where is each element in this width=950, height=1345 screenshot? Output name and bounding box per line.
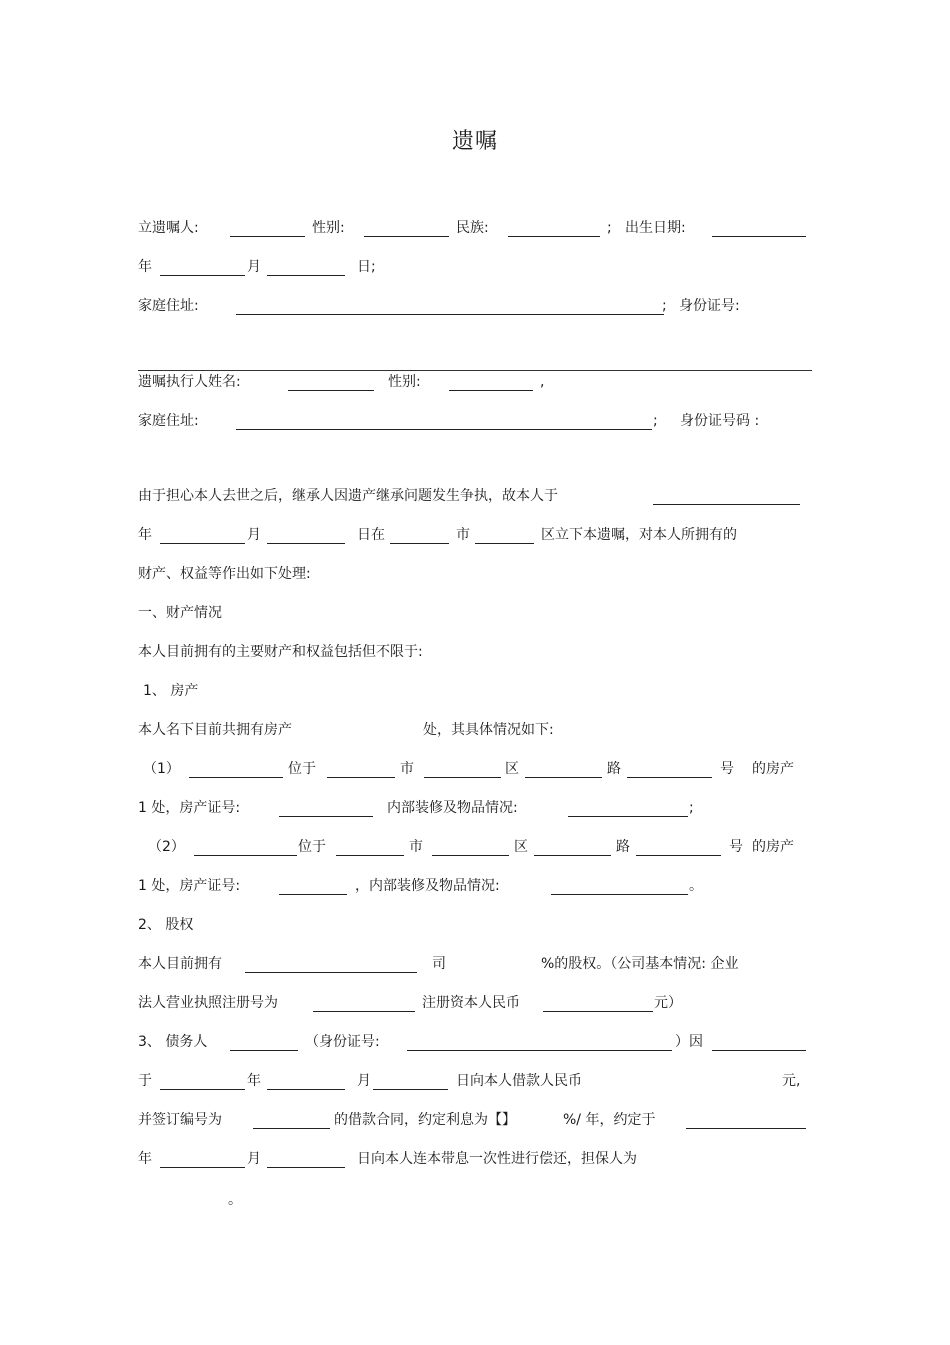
houses-prefix: 本人名下目前共拥有房产 [138, 722, 292, 738]
number-label: 号 [720, 761, 734, 777]
testator-ethnicity-label: 民族: [456, 220, 489, 236]
testator-address-blank[interactable] [236, 314, 664, 315]
debtor-name-blank[interactable] [230, 1050, 298, 1051]
preamble-line-1: 由于担心本人去世之后，继承人因遗产继承问题发生争执，故本人于 [138, 488, 558, 504]
debt-rate-label: %/ 年，约定于 [563, 1112, 656, 1128]
debt-year-label: 年 [247, 1073, 261, 1089]
located-label: 位于 [298, 839, 326, 855]
district-label: 区 [514, 839, 528, 855]
house-1-number-blank[interactable] [627, 777, 712, 778]
debt-month-label: 月 [357, 1073, 371, 1089]
testator-birth-label: 出生日期: [625, 220, 686, 236]
executor-address-label: 家庭住址: [138, 413, 199, 429]
debt-yu: 于 [138, 1073, 152, 1089]
testator-name-label: 立遗嘱人: [138, 220, 199, 236]
executor-gender-label: 性别: [388, 374, 421, 390]
birth-month-label: 月 [247, 259, 261, 275]
separator: ; [653, 413, 658, 429]
equity-prefix: 本人目前拥有 [138, 956, 222, 972]
comma: , [540, 374, 545, 390]
preamble-district-blank[interactable] [475, 543, 534, 544]
road-label: 路 [616, 839, 630, 855]
debt-year2-label: 年 [138, 1151, 152, 1167]
house-1-owner-blank[interactable] [189, 777, 283, 778]
cert-prefix: 1 处，房产证号: [138, 800, 241, 816]
house-2-owner-blank[interactable] [194, 855, 297, 856]
testator-name-blank[interactable] [230, 236, 305, 237]
section-1-heading: 一、财产情况 [138, 605, 222, 621]
debt-month-blank[interactable] [267, 1089, 345, 1090]
house-1-road-blank[interactable] [525, 777, 602, 778]
debt-month2-label: 月 [247, 1151, 261, 1167]
birth-month-blank[interactable] [160, 275, 245, 276]
testator-gender-label: 性别: [312, 220, 345, 236]
executor-address-blank[interactable] [236, 429, 652, 430]
district-label: 区 [505, 761, 519, 777]
city-label: 市 [409, 839, 423, 855]
debt-year-blank[interactable] [160, 1089, 245, 1090]
house-1-cert-blank[interactable] [279, 816, 373, 817]
debt-reason-blank[interactable] [712, 1050, 806, 1051]
house-label: 的房产 [752, 761, 794, 777]
equity-tail: %的股权。（公司基本情况: 企业 [541, 956, 739, 972]
debt-lend-label: 日向本人借款人民币 [456, 1073, 582, 1089]
testator-id-blank[interactable] [138, 370, 812, 371]
house-1-district-blank[interactable] [424, 777, 501, 778]
section-1-intro: 本人目前拥有的主要财产和权益包括但不限于: [138, 644, 423, 660]
separator: ; [607, 220, 612, 236]
equity-capital-label: 注册资本人民币 [422, 995, 520, 1011]
executor-gender-blank[interactable] [449, 390, 533, 391]
equity-si: 司 [432, 956, 446, 972]
road-label: 路 [607, 761, 621, 777]
birth-day-blank[interactable] [267, 275, 345, 276]
debt-day2-blank[interactable] [267, 1167, 345, 1168]
preamble-day-blank[interactable] [267, 543, 345, 544]
debt-due-blank[interactable] [686, 1128, 806, 1129]
debt-contract-blank[interactable] [253, 1128, 330, 1129]
preamble-line-3: 财产、权益等作出如下处理: [138, 566, 311, 582]
preamble-month-blank[interactable] [160, 543, 245, 544]
house-2-district-blank[interactable] [432, 855, 509, 856]
executor-id-label: 身份证号码 : [680, 413, 760, 429]
preamble-year-label: 年 [138, 527, 152, 543]
item-2-heading: 2、 股权 [138, 917, 194, 933]
equity-reg-blank[interactable] [313, 1011, 415, 1012]
house-2-road-blank[interactable] [534, 855, 611, 856]
testator-gender-blank[interactable] [364, 236, 449, 237]
cert-prefix: 1 处，房产证号: [138, 878, 241, 894]
preamble-day-at-label: 日在 [357, 527, 385, 543]
debtor-id-label: （身份证号: [305, 1034, 380, 1050]
debt-month2-blank[interactable] [160, 1167, 245, 1168]
preamble-city-blank[interactable] [390, 543, 449, 544]
decor-label: ，内部装修及物品情况: [355, 878, 500, 894]
equity-capital-blank[interactable] [543, 1011, 653, 1012]
located-label: 位于 [288, 761, 316, 777]
item-1-heading: 1、 房产 [143, 683, 199, 699]
debt-repay-label: 日向本人连本带息一次性进行偿还，担保人为 [357, 1151, 637, 1167]
preamble-district-label: 区立下本遗嘱，对本人所拥有的 [541, 527, 737, 543]
debt-contract-label: 的借款合同，约定利息为【】 [334, 1112, 516, 1128]
equity-yuan: 元） [654, 995, 682, 1011]
debtor-id-blank[interactable] [407, 1050, 672, 1051]
city-label: 市 [400, 761, 414, 777]
house-1-index: （1） [143, 761, 180, 777]
testator-ethnicity-blank[interactable] [508, 236, 600, 237]
semicolon: ; [689, 800, 694, 816]
house-1-city-blank[interactable] [327, 777, 395, 778]
separator: ; [662, 298, 667, 314]
debt-day-blank[interactable] [373, 1089, 448, 1090]
debt-end: 。 [228, 1192, 242, 1208]
executor-name-blank[interactable] [288, 390, 374, 391]
house-2-number-blank[interactable] [636, 855, 721, 856]
decor-label: 内部装修及物品情况: [387, 800, 518, 816]
testator-id-label: 身份证号: [679, 298, 740, 314]
house-2-decor-blank[interactable] [551, 894, 688, 895]
house-label: 的房产 [752, 839, 794, 855]
testator-address-label: 家庭住址: [138, 298, 199, 314]
number-label: 号 [729, 839, 743, 855]
executor-name-label: 遗嘱执行人姓名: [138, 374, 241, 390]
preamble-date-blank[interactable] [653, 504, 800, 505]
birth-day-label: 日; [357, 259, 376, 275]
houses-suffix: 处，其具体情况如下: [423, 722, 554, 738]
equity-company-blank[interactable] [245, 972, 417, 973]
page-title: 遗嘱 [451, 129, 498, 154]
period: 。 [689, 878, 703, 894]
house-2-index: （2） [148, 839, 185, 855]
birth-year-label: 年 [138, 259, 152, 275]
debt-yuan: 元, [782, 1073, 801, 1089]
house-1-decor-blank[interactable] [568, 816, 688, 817]
house-2-cert-blank[interactable] [279, 894, 347, 895]
debt-reason-label: ）因 [675, 1034, 703, 1050]
debt-sign-label: 并签订编号为 [138, 1112, 222, 1128]
item-3-heading: 3、 债务人 [138, 1034, 208, 1050]
equity-reg-label: 法人营业执照注册号为 [138, 995, 278, 1011]
testator-birth-blank[interactable] [712, 236, 806, 237]
preamble-city-label: 市 [456, 527, 470, 543]
house-2-city-blank[interactable] [336, 855, 404, 856]
preamble-month-label: 月 [247, 527, 261, 543]
